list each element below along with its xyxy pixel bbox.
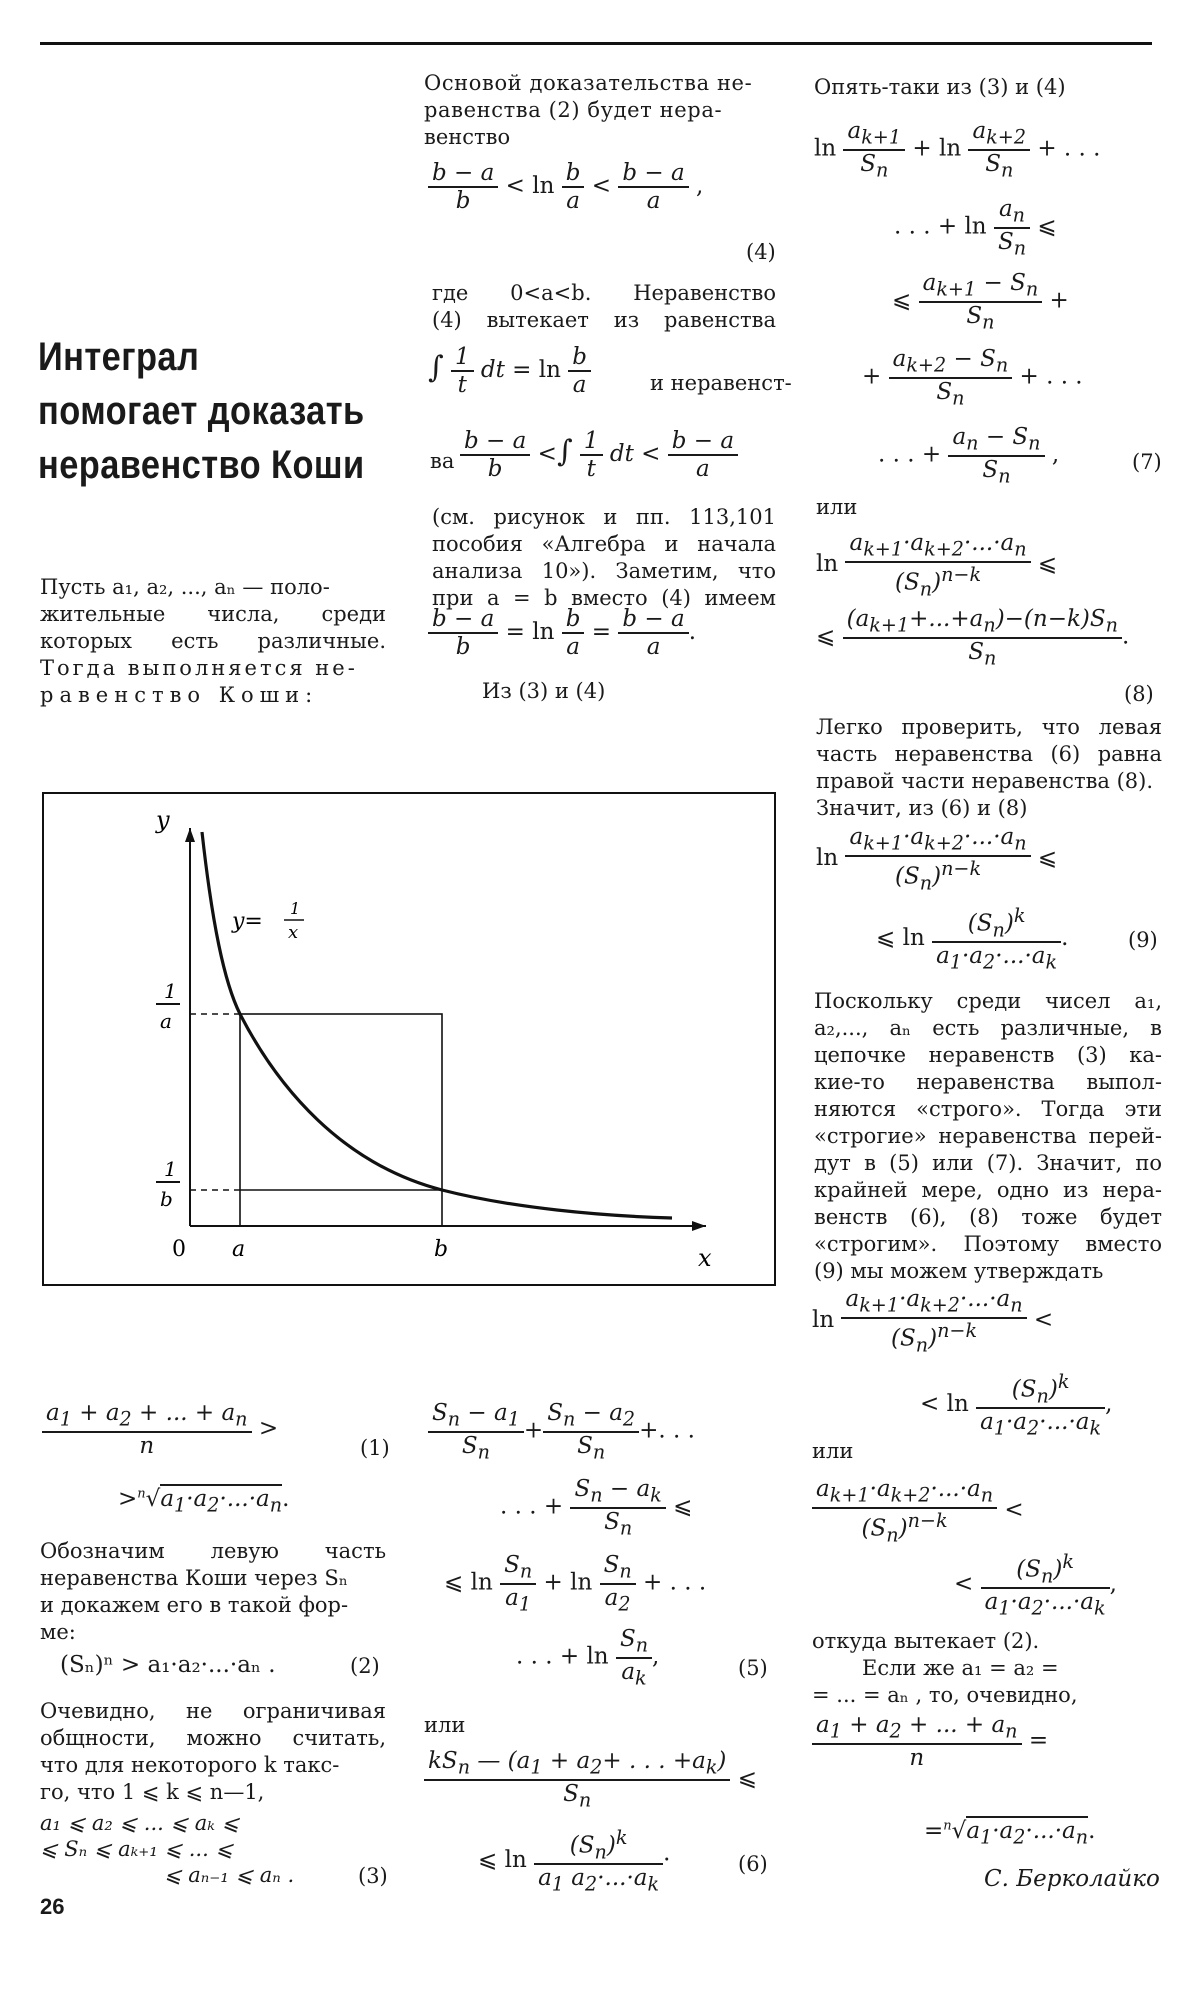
text-line: пособия «Алгебра и начала (432, 532, 776, 556)
text-fragment: или (424, 1713, 466, 1737)
equation-number: (7) (1132, 450, 1162, 474)
fraction-num: b − a (618, 160, 688, 188)
equation-7-line1: ln $\frac{a_{k+1}}{S_n}$ + ln $\frac{a_{k+2}}{S_n}$ + . . . (814, 118, 1101, 182)
text-line: и докажем его в такой фор- (40, 1593, 349, 1617)
col2-where (432, 280, 776, 334)
equation-3-line: ⩽ Sₙ ⩽ aₖ₊₁ ⩽ ... ⩽ (40, 1837, 234, 1861)
equation-8-line1: ln $\frac{a_{k+1}\cdot a_{k+2}\cdot...\cdot a_n}{(S_n)^{n-k}}$ ⩽ (816, 530, 1058, 600)
col2-after (432, 504, 776, 612)
intro-line: жительные числа, среди (40, 602, 386, 626)
equation-6-line2: ⩽ ln $\frac{(S_n)^k}{a_1 a_2\cdot...\cdot a_k}$ · (478, 1826, 671, 1896)
text-line: крайней мере, одно из нера- (814, 1178, 1162, 1202)
hyperbola-curve (202, 832, 672, 1218)
tick-label-a: a (232, 1237, 246, 1262)
equation-3 (40, 1810, 294, 1888)
origin-label: 0 (172, 1237, 186, 1262)
fraction-den: a (566, 188, 580, 214)
final-inequality-1: ln $\frac{a_{k+1}\cdot a_{k+2}\cdot...\cdot a_n}{(S_n)^{n-k}}$ < (812, 1286, 1054, 1356)
text-line: венств (6), (8) тоже будет (814, 1205, 1162, 1229)
equation-5-line4: . . . + ln $\frac{S_n}{a_k}$ , (516, 1626, 660, 1690)
hyperbola-figure (42, 792, 776, 1286)
fraction-den: a (646, 188, 661, 214)
intro-paragraph (40, 574, 386, 709)
text-line: «строгие» неравенства перей- (814, 1124, 1162, 1148)
y-tick-one: 1 (164, 1157, 177, 1181)
col2-intro (424, 70, 774, 151)
equation-op: < ln (505, 173, 555, 199)
equation-3-line: a₁ ⩽ a₂ ⩽ ... ⩽ aₖ ⩽ (40, 1811, 240, 1835)
text-line: ме: (40, 1620, 76, 1644)
curve-label: y= (232, 909, 263, 934)
outer-rectangle (240, 1014, 442, 1226)
text-line: го, что 1 ⩽ k ⩽ n—1, (40, 1780, 265, 1804)
equation-4: $\frac{b - a}{b}$ < ln $\frac{b}{a}$ < $\frac{b - a}{a}$ , (428, 160, 703, 214)
title-line: Интеграл (38, 335, 200, 379)
text-fragment: или (812, 1439, 854, 1463)
equation-number: (5) (738, 1656, 768, 1680)
text-line: Поскольку среди чисел a₁, (814, 989, 1162, 1013)
col1-bottom (40, 1538, 386, 1646)
text-fragment: и неравенст- (650, 371, 792, 395)
equation-9-line2: ⩽ ln $\frac{(S_n)^k}{a_1\cdot a_2\cdot...\cdot a_k}$ . (876, 904, 1069, 974)
equation-5-line3: ⩽ ln $\frac{S_n}{a_1}$ + ln $\frac{S_n}{a_2}$ + . . . (444, 1552, 707, 1616)
integral-equality: ∫ $\frac{1}{t}$ dt = ln $\frac{b}{a}$ (428, 344, 591, 398)
title-line: неравенство Коши (38, 443, 365, 487)
text-line: дут в (5) или (7). Значит, по (814, 1151, 1162, 1175)
text-fragment: или (816, 495, 858, 519)
y-tick-one: 1 (164, 979, 177, 1003)
fraction-den: b (455, 188, 471, 214)
text-line: «строгим». Поэтому вместо (814, 1232, 1162, 1256)
equality-a-b: $\frac{b - a}{b}$ = ln $\frac{b}{a}$ = $\frac{b - a}{a}$ . (428, 606, 696, 660)
equation-5-line1: $\frac{S_n - a_1}{S_n}$ + $\frac{S_n - a_2}{S_n}$ +. . . (428, 1400, 695, 1463)
equation-3-line: ⩽ aₙ₋₁ ⩽ aₙ . (164, 1863, 295, 1887)
equation-2: (Sₙ)ⁿ > a₁·a₂·...·aₙ . (60, 1652, 276, 1678)
text-line: Основой доказательства не- (424, 71, 753, 95)
equation-7-line3: ⩽ $\frac{a_{k+1} - S_n}{S_n}$ + (892, 270, 1069, 334)
equation-1-line1: $\frac{a_1 + a_2 + ... + a_n}{n}$ > (42, 1400, 278, 1459)
equality-mean: $\frac{a_1 + a_2 + ... + a_n}{n}$ = (812, 1712, 1048, 1771)
equation-7-line2: . . . + ln $\frac{a_n}{S_n}$ ⩽ (894, 196, 1057, 260)
col3-check (816, 714, 1162, 822)
fraction-num: b (562, 160, 585, 188)
equation-5-line2: . . . + $\frac{S_n - a_k}{S_n}$ ⩽ (500, 1476, 693, 1540)
intro-line: Тогда выполняется не- (40, 656, 358, 680)
equation-number: (2) (350, 1654, 380, 1678)
intro-line: Пусть a₁, a₂, ..., aₙ — поло- (40, 575, 330, 599)
y-axis-arrow-icon (185, 828, 195, 842)
equation-8-line2: ⩽ $\frac{(a_{k+1}+...+a_n)-(n-k)S_n}{S_n}$ . (816, 606, 1130, 670)
tick-label-b: b (434, 1237, 449, 1262)
author-signature: С. Берколайко (984, 1866, 1160, 1892)
col3-end (812, 1628, 1160, 1709)
equality-root: $=^n√a_1\cdot a_2\cdot...\cdot a_n$. (924, 1818, 1096, 1849)
final-inequality-4: < $\frac{(S_n)^k}{a_1\cdot a_2\cdot...\cdot a_k}$ , (954, 1550, 1117, 1620)
equation-7-line5: . . . + $\frac{a_n - S_n}{S_n}$ , (878, 424, 1060, 488)
y-tick-b: b (160, 1187, 173, 1211)
equation-number: (3) (358, 1864, 388, 1888)
text-line: a₂,..., aₙ есть различные, в (814, 1016, 1162, 1040)
title-line: помогает доказать (38, 389, 365, 433)
text-line: правой части неравенства (8). (816, 769, 1154, 793)
axis-label-x: x (698, 1244, 712, 1272)
equation-1-line2: $>^n√a_1\cdot a_2\cdot...\cdot a_n$. (118, 1486, 290, 1517)
text-line: общности, можно считать, (40, 1726, 386, 1750)
text-line: Из (3) и (4) (482, 679, 606, 703)
text-line: цепочке неравенств (3) ка- (814, 1043, 1162, 1067)
text-line: (4) вытекает из равенства (432, 308, 776, 332)
x-axis-arrow-icon (692, 1221, 706, 1231)
text-line: = ... = aₙ , то, очевидно, (812, 1683, 1078, 1707)
text-line: (9) мы можем утверждать (814, 1259, 1104, 1283)
text-line: неравенства Коши через Sₙ (40, 1566, 348, 1590)
curve-label-num: 1 (290, 899, 301, 918)
y-tick-a: a (160, 1009, 172, 1033)
final-inequality-2: < ln $\frac{(S_n)^k}{a_1\cdot a_2\cdot...\cdot a_k}$ , (920, 1370, 1113, 1440)
equation-9-line1: ln $\frac{a_{k+1}\cdot a_{k+2}\cdot...\cdot a_n}{(S_n)^{n-k}}$ ⩽ (816, 824, 1058, 894)
article-title (38, 330, 365, 492)
text-line: что для некоторого k такс- (40, 1753, 340, 1777)
equation-7-line4: + $\frac{a_{k+2} - S_n}{S_n}$ + . . . (862, 346, 1083, 410)
integral-inequality: $\frac{b - a}{b}$ <∫ $\frac{1}{t}$ dt < $\frac{b - a}{a}$ (460, 428, 738, 482)
text-line: Если же a₁ = a₂ = (862, 1656, 1059, 1680)
text-line: Обозначим левую часть (40, 1539, 386, 1563)
figure-frame (43, 793, 775, 1285)
equation-6-line1: $\frac{kS_n — (a_1 + a_2+ . . . +a_k)}{S_n}$ ⩽ (424, 1748, 757, 1811)
page-number: 26 (40, 1894, 65, 1919)
text-line: Легко проверить, что левая (816, 715, 1162, 739)
text-line: откуда вытекает (2). (812, 1629, 1040, 1653)
text-line: анализа 10»). Заметим, что (432, 559, 776, 583)
equation-number: (9) (1128, 928, 1158, 952)
curve-label-den: x (288, 922, 299, 943)
axis-label-y: y (156, 806, 170, 834)
text-line: Значит, из (6) и (8) (816, 796, 1028, 820)
text-line: (см. рисунок и пп. 113,101 (432, 505, 776, 529)
top-rule (40, 42, 1152, 45)
equation-number: (8) (1124, 682, 1154, 706)
text-line: няются «строго». Тогда эти (814, 1097, 1162, 1121)
equation-number: (4) (746, 240, 776, 264)
text-line: равенства (2) будет нера- (424, 98, 723, 122)
text-line: часть неравенства (6) равна (816, 742, 1162, 766)
text-line: венство (424, 125, 511, 149)
text-line: кие-то неравенства выпол- (814, 1070, 1162, 1094)
text-line: Очевидно, не ограничивая (40, 1699, 386, 1723)
intro-line: которых есть различные. (40, 629, 386, 653)
equation-number: (1) (360, 1436, 390, 1460)
equation-number: (6) (738, 1852, 768, 1876)
text-line: где 0<a<b. Неравенство (432, 281, 776, 305)
text-line: Опять-таки из (3) и (4) (814, 75, 1066, 99)
final-inequality-3: $\frac{a_{k+1}\cdot a_{k+2}\cdot...\cdot a_n}{(S_n)^{n-k}}$ < (812, 1476, 1024, 1546)
intro-line: равенство Коши: (40, 683, 319, 707)
fraction-num: b − a (428, 160, 498, 188)
col1-bottom2 (40, 1698, 386, 1806)
text-line: при a = b вместо (4) имеем (432, 586, 776, 610)
text-fragment: ва (430, 449, 455, 473)
col3-lower (814, 988, 1162, 1285)
